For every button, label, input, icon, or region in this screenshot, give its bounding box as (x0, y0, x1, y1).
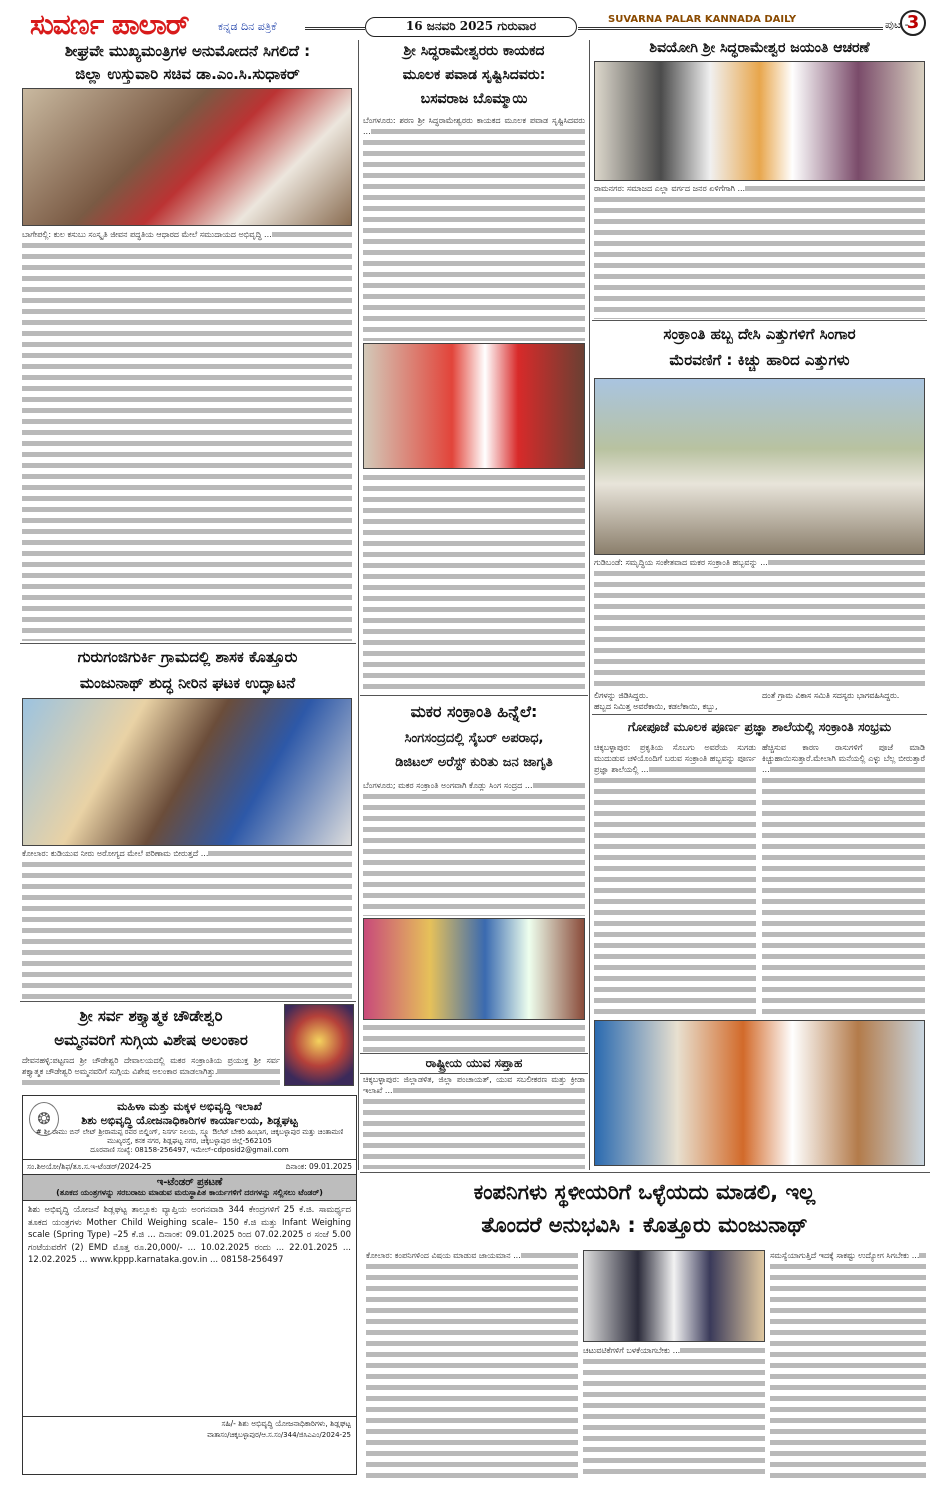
tender-footer: ವಾತಾಸಂ/ಚಿಕ್ಕಬಳ್ಳಾಪುರ/ಆ.ಸ.ಸಂ/344/ಜಿಸಿಎಎಂ/2024-25 (207, 1431, 351, 1439)
divider (578, 27, 883, 30)
article-headline: ಸಂಕ್ರಾಂತಿ ಹಬ್ಬ ದೇಸಿ ಎತ್ತುಗಳಿಗೆ ಸಿಂಗಾರ ಮೆರವಣಿಗೆ : ಕಿಚ್ಚು ಹಾರಿದ ಎತ್ತುಗಳು (663, 325, 856, 369)
column-divider (589, 40, 590, 1170)
article-body: ಗುಡಿಬಂಡೆ: ಸಮೃದ್ಧಿಯ ಸಂಕೇತವಾದ ಮಕರ ಸಂಕ್ರಾಂತಿ ಹಬ್ಬವನ್ನು ... (594, 557, 925, 687)
event-photo (22, 698, 352, 846)
article-body: ಹೆಚ್ಚಿಸುವ ಕಾರಣ ರಾಸುಗಳಿಗೆ ಪೂಜೆ ಮಾಡಿ ಕಿಚ್ಚುಹಾಯಿಸುತ್ತಾರೆ.ಮೇಲಾಗಿ ಮನೆಯಲ್ಲಿ ಎಳ್ಳು ಬೆಲ್ಲ ಬೀರುತ್ತಾರೆ ... (762, 742, 925, 1018)
masthead-logo: ಸುವರ್ಣ ಪಾಲಾರ್ (30, 8, 189, 41)
article-body: ಕೋಲಾರ: ಕುಡಿಯುವ ನೀರು ಅರೋಗ್ಯದ ಮೇಲೆ ಪರಿಣಾಮ ಬೀರುತ್ತದೆ ... (22, 848, 352, 1000)
event-photo (594, 1020, 925, 1166)
article-body: ರಾಮನಗರ: ಸಮಾಜದ ಎಲ್ಲಾ ವರ್ಗದ ಜನರ ಏಳಿಗೆಗಾಗಿ ... (594, 183, 925, 319)
section-divider (360, 1172, 930, 1173)
english-name: SUVARNA PALAR KANNADA DAILY (608, 14, 797, 25)
article-tail: ಲಿಗಳನ್ನು ಜಿಡಿಸಿದ್ದರು. ಹಬ್ಬದ ನಿಮಿತ್ತ ಅವರೆಕಾಯಿ, ಕಡಲೆಕಾಯಿ, ಕಬ್ಬು, (594, 691, 718, 711)
issue-date: 16 ಜನವರಿ 2025 ಗುರುವಾರ (365, 17, 577, 37)
article-body: ಚಿಕ್ಕಬಳ್ಳಾಪುರ: ಜಿಲ್ಲಾಡಳಿತ, ಜಿಲ್ಲಾ ಪಂಚಾಯತ್, ಯುವ ಸಬಲೀಕರಣ ಮತ್ತು ಕ್ರೀಡಾ ಇಲಾಖೆ ... (363, 1074, 585, 1169)
article-headline: ಶ್ರೀ ಸಿದ್ಧರಾಮೇಶ್ವರರು ಕಾಯಕದ ಮೂಲಕ ಪವಾಡ ಸೃಷ್ಟಿಸಿದವರು: ಬಸವರಾಜ ಬೊಮ್ಮಾಯಿ (402, 43, 546, 107)
deity-photo (284, 1004, 354, 1086)
article-body: ದೇವನಹಳ್ಳಿ:ಪಟ್ಟಣದ ಶ್ರೀ ಚೌಡೇಶ್ವರಿ ದೇವಾಲಯದಲ್ಲಿ ಮಕರ ಸಂಕ್ರಾಂತಿಯ ಪ್ರಯುಕ್ತ ಶ್ರೀ ಸರ್ವ ಶಕ್ತ್ಯಾತ್ಮಕ ಚೌಡೇಶ್ವರಿ ಅಮ್ಮನವರಿಗೆ ಸುಗ್ಗಿಯ ವಿಶೇಷ ಅಲಂಕಾರ ಮಾಡಲಾಗಿತ್ತು. (22, 1055, 280, 1089)
article-body: ಚಿಕ್ಕಬಳ್ಳಾಪುರ: ಪ್ರಕೃತಿಯ ಸೊಬಗು ಅವರೆಯ ಸುಗಡು ಮುದುಡುವ ಚಳಿಯೊಂದಿಗೆ ಬರುವ ಸಂಕ್ರಾಂತಿ ಹಬ್ಬವನ್ನು ಪೂರ್ಣ ಪ್ರಜ್ಞಾ ಶಾಲೆಯಲ್ಲಿ ... (594, 742, 756, 1018)
article-body: ಚಟುವಟಿಕೆಗಳಿಗೆ ಬಳಕೆಯಾಗಬೇಕು ... (583, 1345, 765, 1478)
tender-signature: ಸಹಿ/- ಶಿಶು ಅಭಿವೃದ್ಧಿ ಯೋಜನಾಧಿಕಾರಿಗಳು, ಶಿಡ್ಲಘಟ್ಟ (23, 1416, 356, 1431)
article-headline: ಶೀಘ್ರವೇ ಮುಖ್ಯಮಂತ್ರಿಗಳ ಅನುಮೋದನೆ ಸಿಗಲಿದೆ : ಜಿಲ್ಲಾ ಉಸ್ತುವಾರಿ ಸಚಿವ ಡಾ.ಎಂ.ಸಿ.ಸುಧಾಕರ್ (64, 42, 311, 84)
event-photo (363, 918, 585, 1020)
article-headline: ಮಕರ ಸಂಕ್ರಾಂತಿ ಹಿನ್ನೆಲೆ: ಸಿಂಗಸಂದ್ರದಲ್ಲಿ ಸೈಬರ್ ಅಪರಾಧ, ಡಿಜಿಟಲ್ ಅರೆಸ್ಟ್ ಕುರಿತು ಜನ ಜಾಗೃತಿ (395, 702, 553, 770)
article-body: ಕೋಲಾರ: ಕಂಪನಿಗಳಿಂದ ವಿಷಯ ಮಾಡುವ ಜಾಯಮಾನ ... (366, 1250, 578, 1478)
divider (20, 643, 356, 644)
article-headline: ರಾಷ್ಟ್ರೀಯ ಯುವ ಸಪ್ತಾಹ (360, 1053, 588, 1074)
article-body: ಬಾಗೇಪಲ್ಲಿ: ಕುಲ ಕಸುಬು ಸಂಸ್ಕೃತಿ ಜೀವನ ಪದ್ಧತಿಯ ಆಧಾರದ ಮೇಲೆ ಸಮುದಾಯದ ಅಭಿವೃದ್ಧಿ ... (22, 229, 352, 641)
article-body: ಸಮಸ್ಯೆಯಾಗುತ್ತಿದೆ ಇದಕ್ಕೆ ಸಾಕಷ್ಟು ಉದ್ಯೋಗ ಸಿಗಬೇಕು ... (770, 1250, 926, 1478)
article-headline: ಗೋಪೂಜೆ ಮೂಲಕ ಪೂರ್ಣ ಪ್ರಜ್ಞಾ ಶಾಲೆಯಲ್ಲಿ ಸಂಕ್ರಾಂತಿ ಸಂಭ್ರಮ (627, 719, 892, 734)
government-emblem-icon: ❂ (29, 1102, 59, 1136)
article-body: ಬೆಂಗಳೂರು; ಮಕರ ಸಂಕ್ರಾಂತಿ ಅಂಗವಾಗಿ ಕೊಡ್ಲು ಸಿಂಗ ಸಂದ್ರದ ... (363, 780, 585, 916)
divider (360, 695, 588, 696)
divider (592, 320, 927, 321)
article-body (363, 1022, 585, 1052)
event-photo (363, 343, 585, 469)
notice-title: ಇ-ಟೆಂಡರ್ ಪ್ರಕಟಣೆ (ತೂಕದ ಯಂತ್ರಗಳನ್ನು ಸರಬರಾಜು ಮಾಡುವ ಮರುಸ್ಥಾಪಿತ ಕಾರ್ಯಗಳಿಗೆ ದರಗಳನ್ನು ಸಲ್ಲಿಸಲು ಟೆಂಡರ್) (23, 1175, 356, 1201)
tender-date: ದಿನಾಂಕ: 09.01.2025 (285, 1162, 352, 1171)
event-photo (583, 1250, 765, 1342)
article-tail: ದಂತೆ ಗ್ರಾಮ ವಿಕಾಸ ಸಮಿತಿ ಸದಸ್ಯರು ಭಾಗವಹಿಸಿದ್ದರು. (762, 691, 900, 700)
article-body (363, 472, 585, 694)
masthead-subtitle: ಕನ್ನಡ ದಿನ ಪತ್ರಿಕೆ (218, 20, 277, 33)
article-headline: ಶ್ರೀ ಸರ್ವ ಶಕ್ತ್ಯಾತ್ಮಕ ಚೌಡೇಶ್ವರಿ ಅಮ್ಮನವರಿಗೆ ಸುಗ್ಗಿಯ ವಿಶೇಷ ಅಲಂಕಾರ (54, 1007, 248, 1049)
column-divider (358, 40, 359, 1170)
article-headline: ಗುರುಗಂಜಿಗುರ್ಕಿ ಗ್ರಾಮದಲ್ಲಿ ಶಾಸಕ ಕೊತ್ತೂರು ಮಂಜುನಾಥ್ ಶುದ್ಧ ನೀರಿನ ಘಟಕ ಉದ್ಘಾಟನೆ (77, 648, 298, 692)
divider (592, 714, 927, 715)
tender-advertisement: ❂ ಮಹಿಳಾ ಮತ್ತು ಮಕ್ಕಳ ಅಭಿವೃದ್ಧಿ ಇಲಾಖೆ ಶಿಶು ಅಭಿವೃದ್ಧಿ ಯೋಜನಾಧಿಕಾರಿಗಳ ಕಾರ್ಯಾಲಯ, ಶಿಡ್ಲಘಟ್ಟ # ಶ್ರೀ ರಾಮು ಬಿನ್ ಲೇಟ್ ಶ್ರೀರಾಮಪ್ಪ ರವರ ಬಿಲ್ಡಿಂಗ್, ನಿಸರ್ಗ ನಿಲಯ, ಸ್ಕ್ಯೂ ಔಲೆಟ್ ಬೇಕರಿ ಹಿಂಭಾಗ, ಚಿಕ್ಕಬಳ್ಳಾಪುರ ಮತ್ತು ಚಿಂತಾಮಣಿ ಮುಖ್ಯರಸ್ತೆ, ಕನಕ ನಗರ, ಶಿಡ್ಲಘಟ್ಟ ನಗರ, ಚಿಕ್ಕಬಳ್ಳಾಪುರ ಜಿಲ್ಲೆ-562105 ದೂರವಾಣಿ ಸಂಖ್ಯೆ: 08158-256497, ಇಮೇಲ್-cdposid2@gmail.com ಸಂ.ಶಿಅಯೋ/ಶಿಫ/ತೂ.ಸ.ಇ-ಟೆಂಡರ್/2024-25 ದಿನಾಂಕ: 09.01.2025 ಇ-ಟೆಂಡರ್ ಪ್ರಕಟಣೆ (ತೂಕದ ಯಂತ್ರಗಳನ್ನು ಸರಬರಾಜು ಮಾಡುವ ಮರುಸ್ಥಾಪಿತ ಕಾರ್ಯಗಳಿಗೆ ದರಗಳನ್ನು ಸಲ್ಲಿಸಲು ಟೆಂಡರ್) ಶಿಶು ಅಭಿವೃದ್ಧಿ ಯೋಜನೆ ಶಿಡ್ಲಘಟ್ಟ ತಾಲ್ಲೂಕು ವ್ಯಾಪ್ತಿಯ ಅಂಗನವಾಡಿ 344 ಕೇಂದ್ರಗಳಿಗೆ 25 ಕೆ.ಜಿ. ಸಾಮರ್ಥ್ಯದ ತೂಕದ ಯಂತ್ರಗಳು Mother Child Weighing scale– 150 ಕೆ.ಜಿ ಮತ್ತು Infant Weighing scale (Spring Type) –25 ಕೆ.ಜಿ ... ದಿನಾಂಕ: 09.01.2025 ರಿಂದ 07.02.2025 ರ ಸಂಜೆ 5.00 ಗಂಟೆಯವರೆಗೆ (2) EMD ಮೊತ್ತ ರೂ.20,000/- ... 10.02.2025 ರಂದು ... 22.01.2025 ... 12.02.2025 ... www.kppp.karnataka.gov.in ... 08158-256497 ಸಹಿ/- ಶಿಶು ಅಭಿವೃದ್ಧಿ ಯೋಜನಾಧಿಕಾರಿಗಳು, ಶಿಡ್ಲಘಟ್ಟ ವಾತಾಸಂ/ಚಿಕ್ಕಬಳ್ಳಾಪುರ/ಆ.ಸ.ಸಂ/344/ಜಿಸಿಎಎಂ/2024-25 (22, 1095, 357, 1475)
event-photo (594, 61, 925, 181)
article-headline: ಕಂಪನಿಗಳು ಸ್ಥಳೀಯರಿಗೆ ಒಳ್ಳೆಯದು ಮಾಡಲಿ, ಇಲ್ಲ ತೊಂದರೆ ಅನುಭವಿಸಿ : ಕೊತ್ತೂರು ಮಂಜುನಾಥ್ (473, 1180, 816, 1237)
tender-body: ಶಿಶು ಅಭಿವೃದ್ಧಿ ಯೋಜನೆ ಶಿಡ್ಲಘಟ್ಟ ತಾಲ್ಲೂಕು ವ್ಯಾಪ್ತಿಯ ಅಂಗನವಾಡಿ 344 ಕೇಂದ್ರಗಳಿಗೆ 25 ಕೆ.ಜಿ. ಸಾಮರ್ಥ್ಯದ ತೂಕದ ಯಂತ್ರಗಳು Mother Child Weighing scale– 150 ಕೆ.ಜಿ ಮತ್ತು Infant Weighing scale (Spring Type) –25 ಕೆ.ಜಿ ... ದಿನಾಂಕ: 09.01.2025 ರಿಂದ 07.02.2025 ರ ಸಂಜೆ 5.00 ಗಂಟೆಯವರೆಗೆ (2) EMD ಮೊತ್ತ ರೂ.20,000/- ... 10.02.2025 ರಂದು ... 22.01.2025 ... 12.02.2025 ... www.kppp.karnataka.gov.in ... 08158-256497 (28, 1205, 351, 1265)
article-headline: ಶಿವಯೋಗಿ ಶ್ರೀ ಸಿದ್ಧರಾಮೇಶ್ವರ ಜಯಂತಿ ಆಚರಣೆ (649, 40, 870, 56)
page-label: ಪುಟ - (885, 18, 909, 31)
divider (305, 27, 365, 30)
divider (20, 1001, 356, 1002)
event-photo (22, 88, 352, 226)
article-body: ಬೆಂಗಳೂರು: ಶರಣ ಶ್ರೀ ಸಿದ್ಧರಾಮೇಶ್ವರರು ಕಾಯಕದ ಮೂಲಕ ಪವಾಡ ಸೃಷ್ಟಿಸಿದವರು ... (363, 115, 585, 341)
event-photo (594, 378, 925, 555)
tender-ref: ಸಂ.ಶಿಅಯೋ/ಶಿಫ/ತೂ.ಸ.ಇ-ಟೆಂಡರ್/2024-25 (27, 1162, 152, 1171)
page-number: 3 (900, 10, 926, 36)
